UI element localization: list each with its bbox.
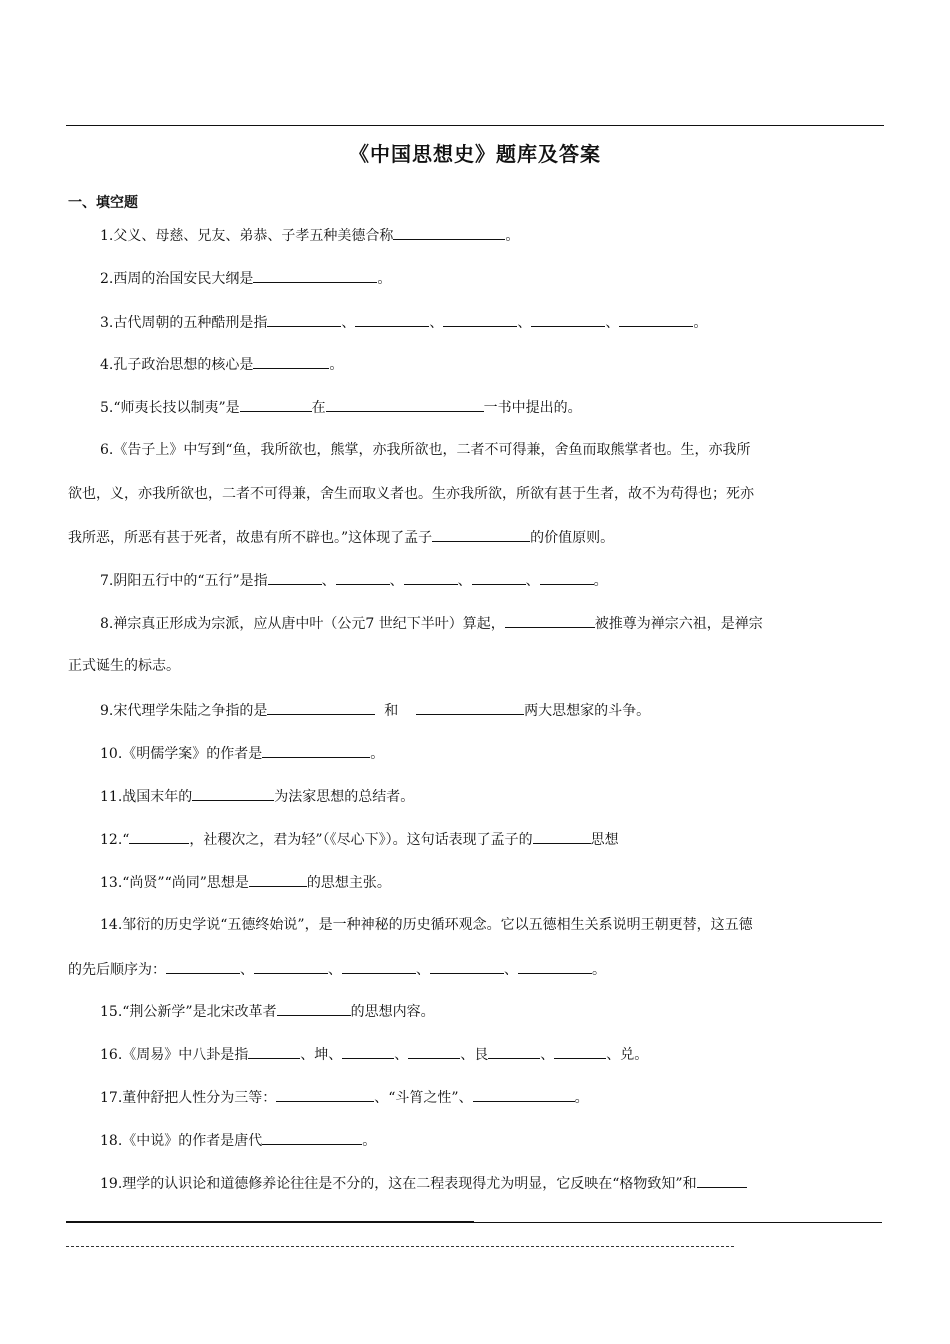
answer-blank: [619, 312, 693, 327]
answer-blank: [393, 225, 505, 240]
question-8-line-2: 正式诞生的标志。: [68, 658, 180, 674]
question-10: 10.《明儒学案》的作者是 。: [100, 743, 384, 764]
question-1: 1.父义、母慈、兄友、弟恭、子孝五种美德合称 。: [100, 225, 519, 246]
question-4: 4.孔子政治思想的核心是 。: [100, 354, 343, 375]
answer-blank: [473, 1087, 575, 1102]
answer-blank: [267, 312, 341, 327]
answer-blank: [267, 700, 375, 715]
question-7: 7.阴阳五行中的“五行”是指 、 、 、 、 。: [100, 570, 608, 591]
answer-blank: [443, 312, 517, 327]
top-rule: [66, 125, 884, 126]
question-6-line-3: 我所恶，所恶有甚于死者，故患有所不辟也。”这体现了孟子 的价值原则。: [68, 527, 614, 548]
question-6-line-2: 欲也，义，亦我所欲也，二者不可得兼，舍生而取义者也。生亦我所欲，所欲有甚于生者，故不为苟得也；死亦: [68, 486, 754, 502]
question-17: 17.董仲舒把人性分为三等： 、“斗筲之性”、 。: [100, 1087, 589, 1108]
answer-blank: [262, 1130, 362, 1145]
answer-blank: [488, 1044, 540, 1059]
answer-blank: [240, 397, 312, 412]
answer-blank: [540, 570, 594, 585]
answer-blank: [248, 1044, 300, 1059]
section-heading: 一、填空题: [68, 195, 138, 211]
answer-blank: [336, 570, 390, 585]
question-13: 13.“尚贤”“尚同”思想是 的思想主张。: [100, 872, 391, 893]
answer-blank: [518, 959, 592, 974]
answer-blank: [268, 570, 322, 585]
answer-blank: [355, 312, 429, 327]
question-9: 9.宋代理学朱陆之争指的是 和 两大思想家的斗争。: [100, 700, 650, 721]
answer-blank: [262, 743, 370, 758]
answer-blank: [505, 613, 595, 628]
answer-blank: [276, 1087, 374, 1102]
question-14-line-1: 14.邹衍的历史学说“五德终始说”，是一种神秘的历史循环观念。它以五德相生关系说明王朝更替，这五德: [100, 917, 753, 933]
question-3: 3.古代周朝的五种酷刑是指 、 、 、 、 。: [100, 312, 707, 333]
answer-blank: [432, 527, 530, 542]
footer-rule: [66, 1221, 474, 1223]
question-6-line-1: 6.《告子上》中写到“鱼，我所欲也，熊掌，亦我所欲也，二者不可得兼，舍鱼而取熊掌者也。生，亦我所: [100, 442, 751, 458]
answer-blank: [342, 959, 416, 974]
answer-blank: [249, 872, 307, 887]
question-2: 2.西周的治国安民大纲是 。: [100, 268, 391, 289]
dashed-divider: [66, 1246, 734, 1247]
answer-blank: [192, 786, 274, 801]
answer-blank: [404, 570, 458, 585]
question-19: 19.理学的认识论和道德修养论往往是不分的，这在二程表现得尤为明显，它反映在“格物致知”和: [100, 1173, 747, 1194]
answer-blank: [129, 829, 189, 844]
answer-blank: [326, 397, 484, 412]
question-5: 5.“师夷长技以制夷”是 在 一书中提出的。: [100, 397, 582, 418]
question-8-line-1: 8.禅宗真正形成为宗派，应从唐中叶（公元7 世纪下半叶）算起， 被推尊为禅宗六祖，是禅宗: [100, 613, 763, 634]
answer-blank: [416, 700, 524, 715]
answer-blank: [430, 959, 504, 974]
footer-rule-thin: [474, 1222, 882, 1223]
answer-blank: [166, 959, 240, 974]
answer-blank: [697, 1173, 747, 1188]
answer-blank: [277, 1001, 351, 1016]
answer-blank: [342, 1044, 394, 1059]
answer-blank: [254, 959, 328, 974]
question-14-line-2: 的先后顺序为： 、 、 、 、 。: [68, 959, 606, 980]
answer-blank: [253, 268, 377, 283]
answer-blank: [533, 829, 591, 844]
answer-blank: [253, 354, 329, 369]
question-18: 18.《中说》的作者是唐代 。: [100, 1130, 376, 1151]
question-11: 11.战国末年的 为法家思想的总结者。: [100, 786, 414, 807]
question-12: 12.“ ，社稷次之，君为轻”（《尽心下》）。这句话表现了孟子的 思想: [100, 829, 619, 850]
answer-blank: [408, 1044, 460, 1059]
question-15: 15.“荆公新学”是北宋改革者 的思想内容。: [100, 1001, 435, 1022]
answer-blank: [472, 570, 526, 585]
answer-blank: [531, 312, 605, 327]
question-16: 16.《周易》中八卦是指 、坤、 、 、艮 、 、兑。: [100, 1044, 648, 1065]
page-title: 《中国思想史》题库及答案: [349, 142, 601, 166]
answer-blank: [554, 1044, 606, 1059]
